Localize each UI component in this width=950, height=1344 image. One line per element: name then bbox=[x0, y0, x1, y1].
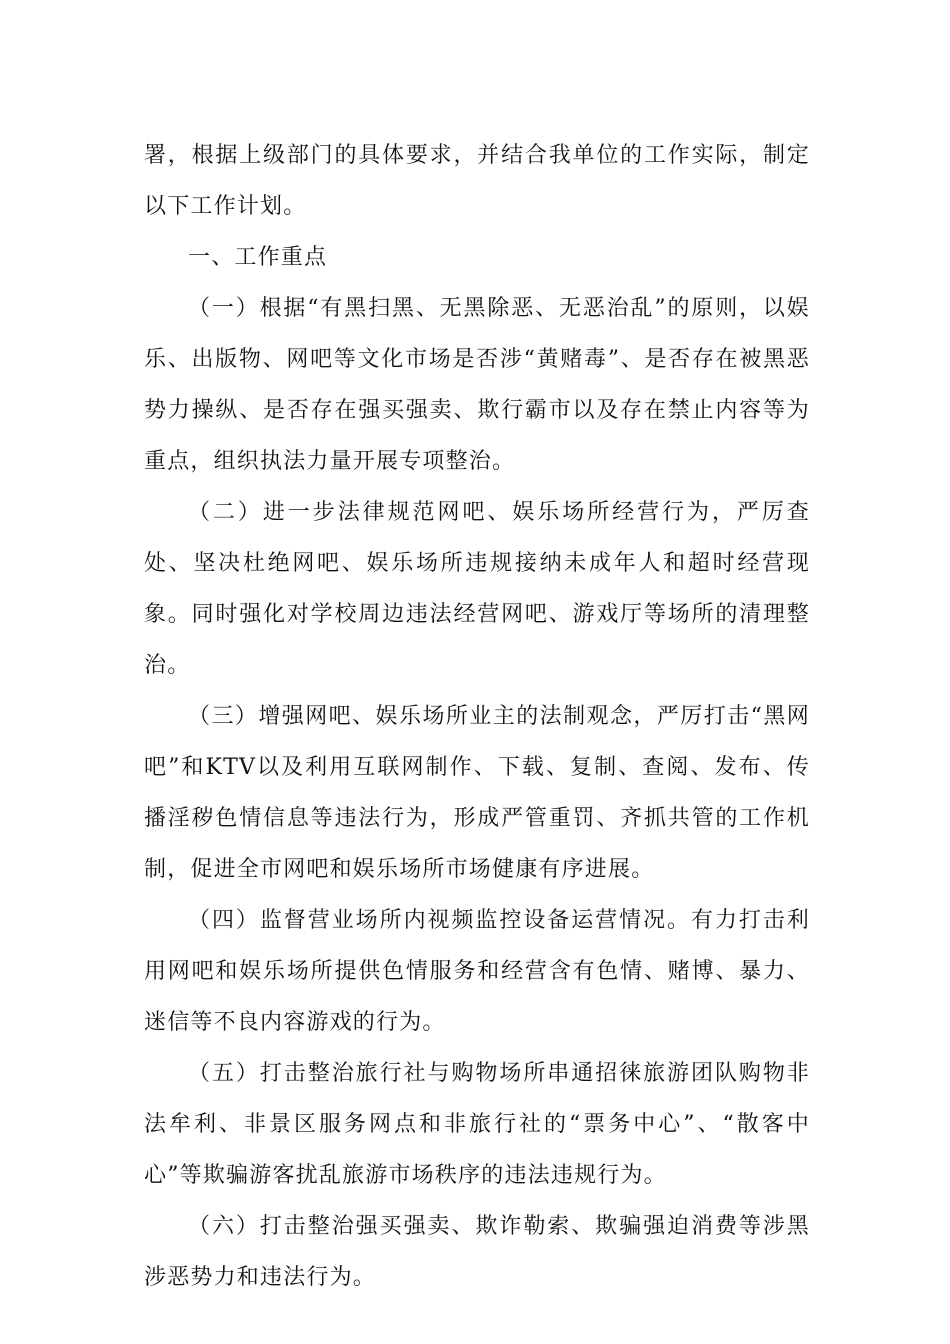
paragraph-item-5: （五）打击整治旅行社与购物场所串通招徕旅游团队购物非法牟利、非景区服务网点和非旅行社的“票务中心”、“散客中心”等欺骗游客扰乱旅游市场秩序的违法违规行为。 bbox=[144, 1061, 810, 1188]
paragraph-item-1: （一）根据“有黑扫黑、无黑除恶、无恶治乱”的原则，以娱乐、出版物、网吧等文化市场是否涉“黄赌毒”、是否存在被黑恶势力操纵、是否存在强买强卖、欺行霸市以及存在禁止内容等为重点，组织执法力量开展专项整治。 bbox=[144, 296, 810, 474]
paragraph-item-2: （二）进一步法律规范网吧、娱乐场所经营行为，严厉查处、坚决杜绝网吧、娱乐场所违规接纳未成年人和超时经营现象。同时强化对学校周边违法经营网吧、游戏厅等场所的清理整治。 bbox=[144, 500, 810, 678]
paragraph-item-3: （三）增强网吧、娱乐场所业主的法制观念，严厉打击“黑网吧”和KTV以及利用互联网制作、下载、复制、查阅、发布、传播淫秽色情信息等违法行为，形成严管重罚、齐抓共管的工作机制，促进全市网吧和娱乐场所市场健康有序进展。 bbox=[144, 704, 810, 882]
section-heading: 一、工作重点 bbox=[188, 245, 328, 270]
paragraph-item-4: （四）监督营业场所内视频监控设备运营情况。有力打击利用网吧和娱乐场所提供色情服务和经营含有色情、赌博、暴力、迷信等不良内容游戏的行为。 bbox=[144, 908, 810, 1035]
document-body bbox=[144, 130, 810, 1303]
paragraph-continuation: 署，根据上级部门的具体要求，并结合我单位的工作实际，制定以下工作计划。 bbox=[144, 143, 810, 219]
paragraph-item-6: （六）打击整治强买强卖、欺诈勒索、欺骗强迫消费等涉黑涉恶势力和违法行为。 bbox=[144, 1214, 810, 1290]
